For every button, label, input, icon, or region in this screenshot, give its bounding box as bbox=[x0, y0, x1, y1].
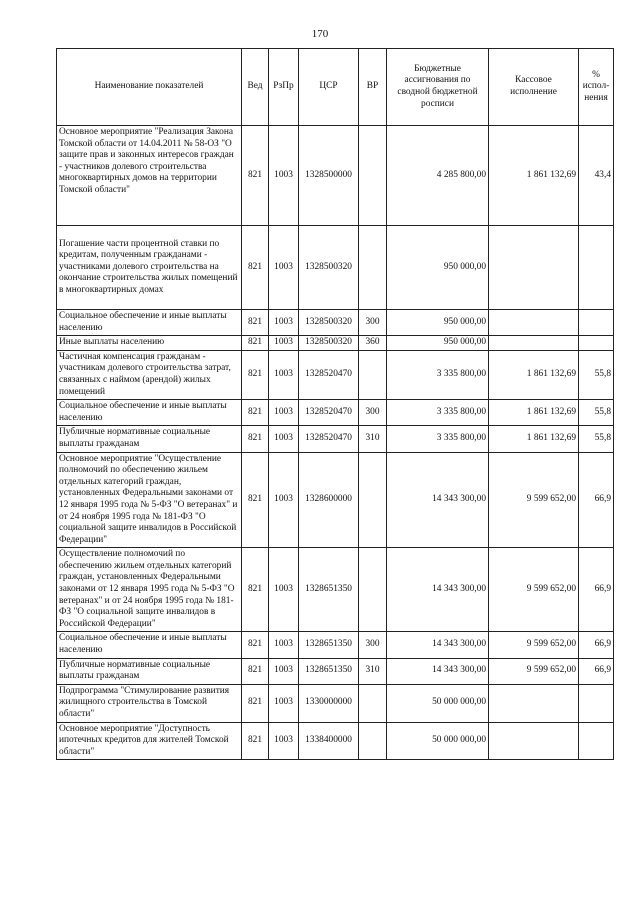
cell-name: Основное мероприятие "Доступность ипотечных кредитов для жителей Томской области" bbox=[57, 722, 242, 760]
cell-cash: 1 861 132,69 bbox=[489, 126, 579, 226]
header-row bbox=[57, 49, 614, 126]
cell-csr: 1328500000 bbox=[299, 126, 359, 226]
table-row bbox=[57, 722, 614, 760]
header-cash: Кассовое исполнение bbox=[489, 49, 579, 126]
cell-rzpr: 1003 bbox=[269, 548, 299, 632]
cell-rzpr: 1003 bbox=[269, 658, 299, 684]
cell-percent: 55,8 bbox=[579, 426, 614, 452]
cell-csr: 1328520470 bbox=[299, 400, 359, 426]
cell-vr bbox=[359, 548, 387, 632]
cell-cash: 9 599 652,00 bbox=[489, 548, 579, 632]
page-number: 170 bbox=[311, 28, 329, 40]
cell-name: Социальное обеспечение и иные выплаты населению bbox=[57, 310, 242, 336]
cell-budget: 3 335 800,00 bbox=[387, 426, 489, 452]
cell-name: Подпрограмма "Стимулирование развития жилищного строительства в Томской области" bbox=[57, 684, 242, 722]
cell-percent bbox=[579, 684, 614, 722]
header-percent: % испол-нения bbox=[579, 49, 614, 126]
cell-cash: 1 861 132,69 bbox=[489, 426, 579, 452]
cell-ved: 821 bbox=[242, 336, 269, 351]
cell-budget: 14 343 300,00 bbox=[387, 452, 489, 548]
cell-csr: 1328651350 bbox=[299, 548, 359, 632]
cell-ved: 821 bbox=[242, 400, 269, 426]
cell-csr: 1328500320 bbox=[299, 336, 359, 351]
cell-rzpr: 1003 bbox=[269, 400, 299, 426]
cell-csr: 1328600000 bbox=[299, 452, 359, 548]
cell-percent: 55,8 bbox=[579, 400, 614, 426]
budget-execution-table bbox=[56, 48, 614, 760]
cell-name: Частичная компенсация гражданам - участникам долевого строительства затрат, связанных с наймом (арендой) жилых помещений bbox=[57, 350, 242, 399]
cell-vr bbox=[359, 684, 387, 722]
cell-vr: 360 bbox=[359, 336, 387, 351]
cell-ved: 821 bbox=[242, 126, 269, 226]
cell-cash bbox=[489, 684, 579, 722]
cell-rzpr: 1003 bbox=[269, 722, 299, 760]
cell-name: Основное мероприятие "Реализация Закона Томской области от 14.04.2011 № 58-ОЗ "О защите прав и законных интересов граждан - участников долевого строительства многоквартирных домов на территории Томской области" bbox=[57, 126, 242, 226]
cell-cash bbox=[489, 336, 579, 351]
cell-percent bbox=[579, 336, 614, 351]
cell-vr bbox=[359, 350, 387, 399]
cell-vr: 300 bbox=[359, 310, 387, 336]
cell-budget: 50 000 000,00 bbox=[387, 684, 489, 722]
cell-cash bbox=[489, 226, 579, 310]
cell-budget: 14 343 300,00 bbox=[387, 548, 489, 632]
header-rzpr: РзПр bbox=[269, 49, 299, 126]
table-row bbox=[57, 684, 614, 722]
cell-vr bbox=[359, 452, 387, 548]
cell-rzpr: 1003 bbox=[269, 226, 299, 310]
cell-budget: 3 335 800,00 bbox=[387, 400, 489, 426]
cell-percent bbox=[579, 310, 614, 336]
cell-rzpr: 1003 bbox=[269, 126, 299, 226]
cell-csr: 1328500320 bbox=[299, 310, 359, 336]
cell-percent bbox=[579, 722, 614, 760]
cell-name: Социальное обеспечение и иные выплаты населению bbox=[57, 400, 242, 426]
cell-percent: 55,8 bbox=[579, 350, 614, 399]
cell-budget: 950 000,00 bbox=[387, 226, 489, 310]
cell-ved: 821 bbox=[242, 722, 269, 760]
cell-name: Погашение части процентной ставки по кредитам, полученным гражданами - участниками долевого строительства на окончание строительства жилых помещений в многоквартирных домах bbox=[57, 226, 242, 310]
cell-vr bbox=[359, 722, 387, 760]
table-row bbox=[57, 310, 614, 336]
cell-vr: 310 bbox=[359, 426, 387, 452]
cell-rzpr: 1003 bbox=[269, 684, 299, 722]
table-row bbox=[57, 336, 614, 351]
cell-name: Осуществление полномочий по обеспечению жильем отдельных категорий граждан, установленных Федеральными законами от 12 января 1995 года № 5-ФЗ "О ветеранах" и от 24 ноября 1995 года № 181-ФЗ "О социальной защите инвалидов в Российской Федерации" bbox=[57, 548, 242, 632]
cell-vr bbox=[359, 226, 387, 310]
cell-csr: 1328651350 bbox=[299, 658, 359, 684]
cell-csr: 1328651350 bbox=[299, 632, 359, 658]
table-row bbox=[57, 658, 614, 684]
cell-ved: 821 bbox=[242, 452, 269, 548]
cell-percent: 66,9 bbox=[579, 658, 614, 684]
cell-ved: 821 bbox=[242, 310, 269, 336]
cell-name: Социальное обеспечение и иные выплаты населению bbox=[57, 632, 242, 658]
table-row bbox=[57, 548, 614, 632]
header-vr: ВР bbox=[359, 49, 387, 126]
cell-percent: 66,9 bbox=[579, 452, 614, 548]
cell-percent bbox=[579, 226, 614, 310]
cell-ved: 821 bbox=[242, 350, 269, 399]
cell-budget: 3 335 800,00 bbox=[387, 350, 489, 399]
cell-name: Основное мероприятие "Осуществление полномочий по обеспечению жильем отдельных категорий граждан, установленных Федеральными законами от 12 января 1995 года № 5-ФЗ "О ветеранах" и от 24 ноября 1995 года № 181-ФЗ "О социальной защите инвалидов в Российской Федерации" bbox=[57, 452, 242, 548]
cell-name: Иные выплаты населению bbox=[57, 336, 242, 351]
cell-rzpr: 1003 bbox=[269, 426, 299, 452]
cell-name: Публичные нормативные социальные выплаты гражданам bbox=[57, 426, 242, 452]
header-csr: ЦСР bbox=[299, 49, 359, 126]
cell-budget: 14 343 300,00 bbox=[387, 632, 489, 658]
cell-budget: 950 000,00 bbox=[387, 310, 489, 336]
cell-percent: 43,4 bbox=[579, 126, 614, 226]
cell-ved: 821 bbox=[242, 226, 269, 310]
cell-ved: 821 bbox=[242, 426, 269, 452]
table-row bbox=[57, 126, 614, 226]
cell-budget: 14 343 300,00 bbox=[387, 658, 489, 684]
cell-csr: 1338400000 bbox=[299, 722, 359, 760]
table-row bbox=[57, 350, 614, 399]
table-row bbox=[57, 400, 614, 426]
cell-budget: 50 000 000,00 bbox=[387, 722, 489, 760]
cell-cash bbox=[489, 722, 579, 760]
cell-budget: 950 000,00 bbox=[387, 336, 489, 351]
table-row bbox=[57, 632, 614, 658]
cell-rzpr: 1003 bbox=[269, 336, 299, 351]
cell-percent: 66,9 bbox=[579, 548, 614, 632]
cell-ved: 821 bbox=[242, 658, 269, 684]
cell-name: Публичные нормативные социальные выплаты гражданам bbox=[57, 658, 242, 684]
cell-percent: 66,9 bbox=[579, 632, 614, 658]
cell-ved: 821 bbox=[242, 632, 269, 658]
cell-csr: 1330000000 bbox=[299, 684, 359, 722]
cell-cash: 9 599 652,00 bbox=[489, 452, 579, 548]
cell-cash: 1 861 132,69 bbox=[489, 400, 579, 426]
cell-csr: 1328520470 bbox=[299, 350, 359, 399]
table-row bbox=[57, 226, 614, 310]
header-name: Наименование показателей bbox=[57, 49, 242, 126]
cell-vr: 310 bbox=[359, 658, 387, 684]
header-budget: Бюджетные ассигнования по сводной бюджетной росписи bbox=[387, 49, 489, 126]
cell-rzpr: 1003 bbox=[269, 632, 299, 658]
cell-csr: 1328500320 bbox=[299, 226, 359, 310]
cell-rzpr: 1003 bbox=[269, 452, 299, 548]
header-ved: Вед bbox=[242, 49, 269, 126]
cell-vr bbox=[359, 126, 387, 226]
cell-cash bbox=[489, 310, 579, 336]
cell-ved: 821 bbox=[242, 548, 269, 632]
cell-rzpr: 1003 bbox=[269, 350, 299, 399]
table-row bbox=[57, 452, 614, 548]
cell-budget: 4 285 800,00 bbox=[387, 126, 489, 226]
cell-cash: 1 861 132,69 bbox=[489, 350, 579, 399]
cell-cash: 9 599 652,00 bbox=[489, 632, 579, 658]
cell-csr: 1328520470 bbox=[299, 426, 359, 452]
cell-vr: 300 bbox=[359, 632, 387, 658]
table-row bbox=[57, 426, 614, 452]
cell-cash: 9 599 652,00 bbox=[489, 658, 579, 684]
cell-rzpr: 1003 bbox=[269, 310, 299, 336]
cell-vr: 300 bbox=[359, 400, 387, 426]
cell-ved: 821 bbox=[242, 684, 269, 722]
